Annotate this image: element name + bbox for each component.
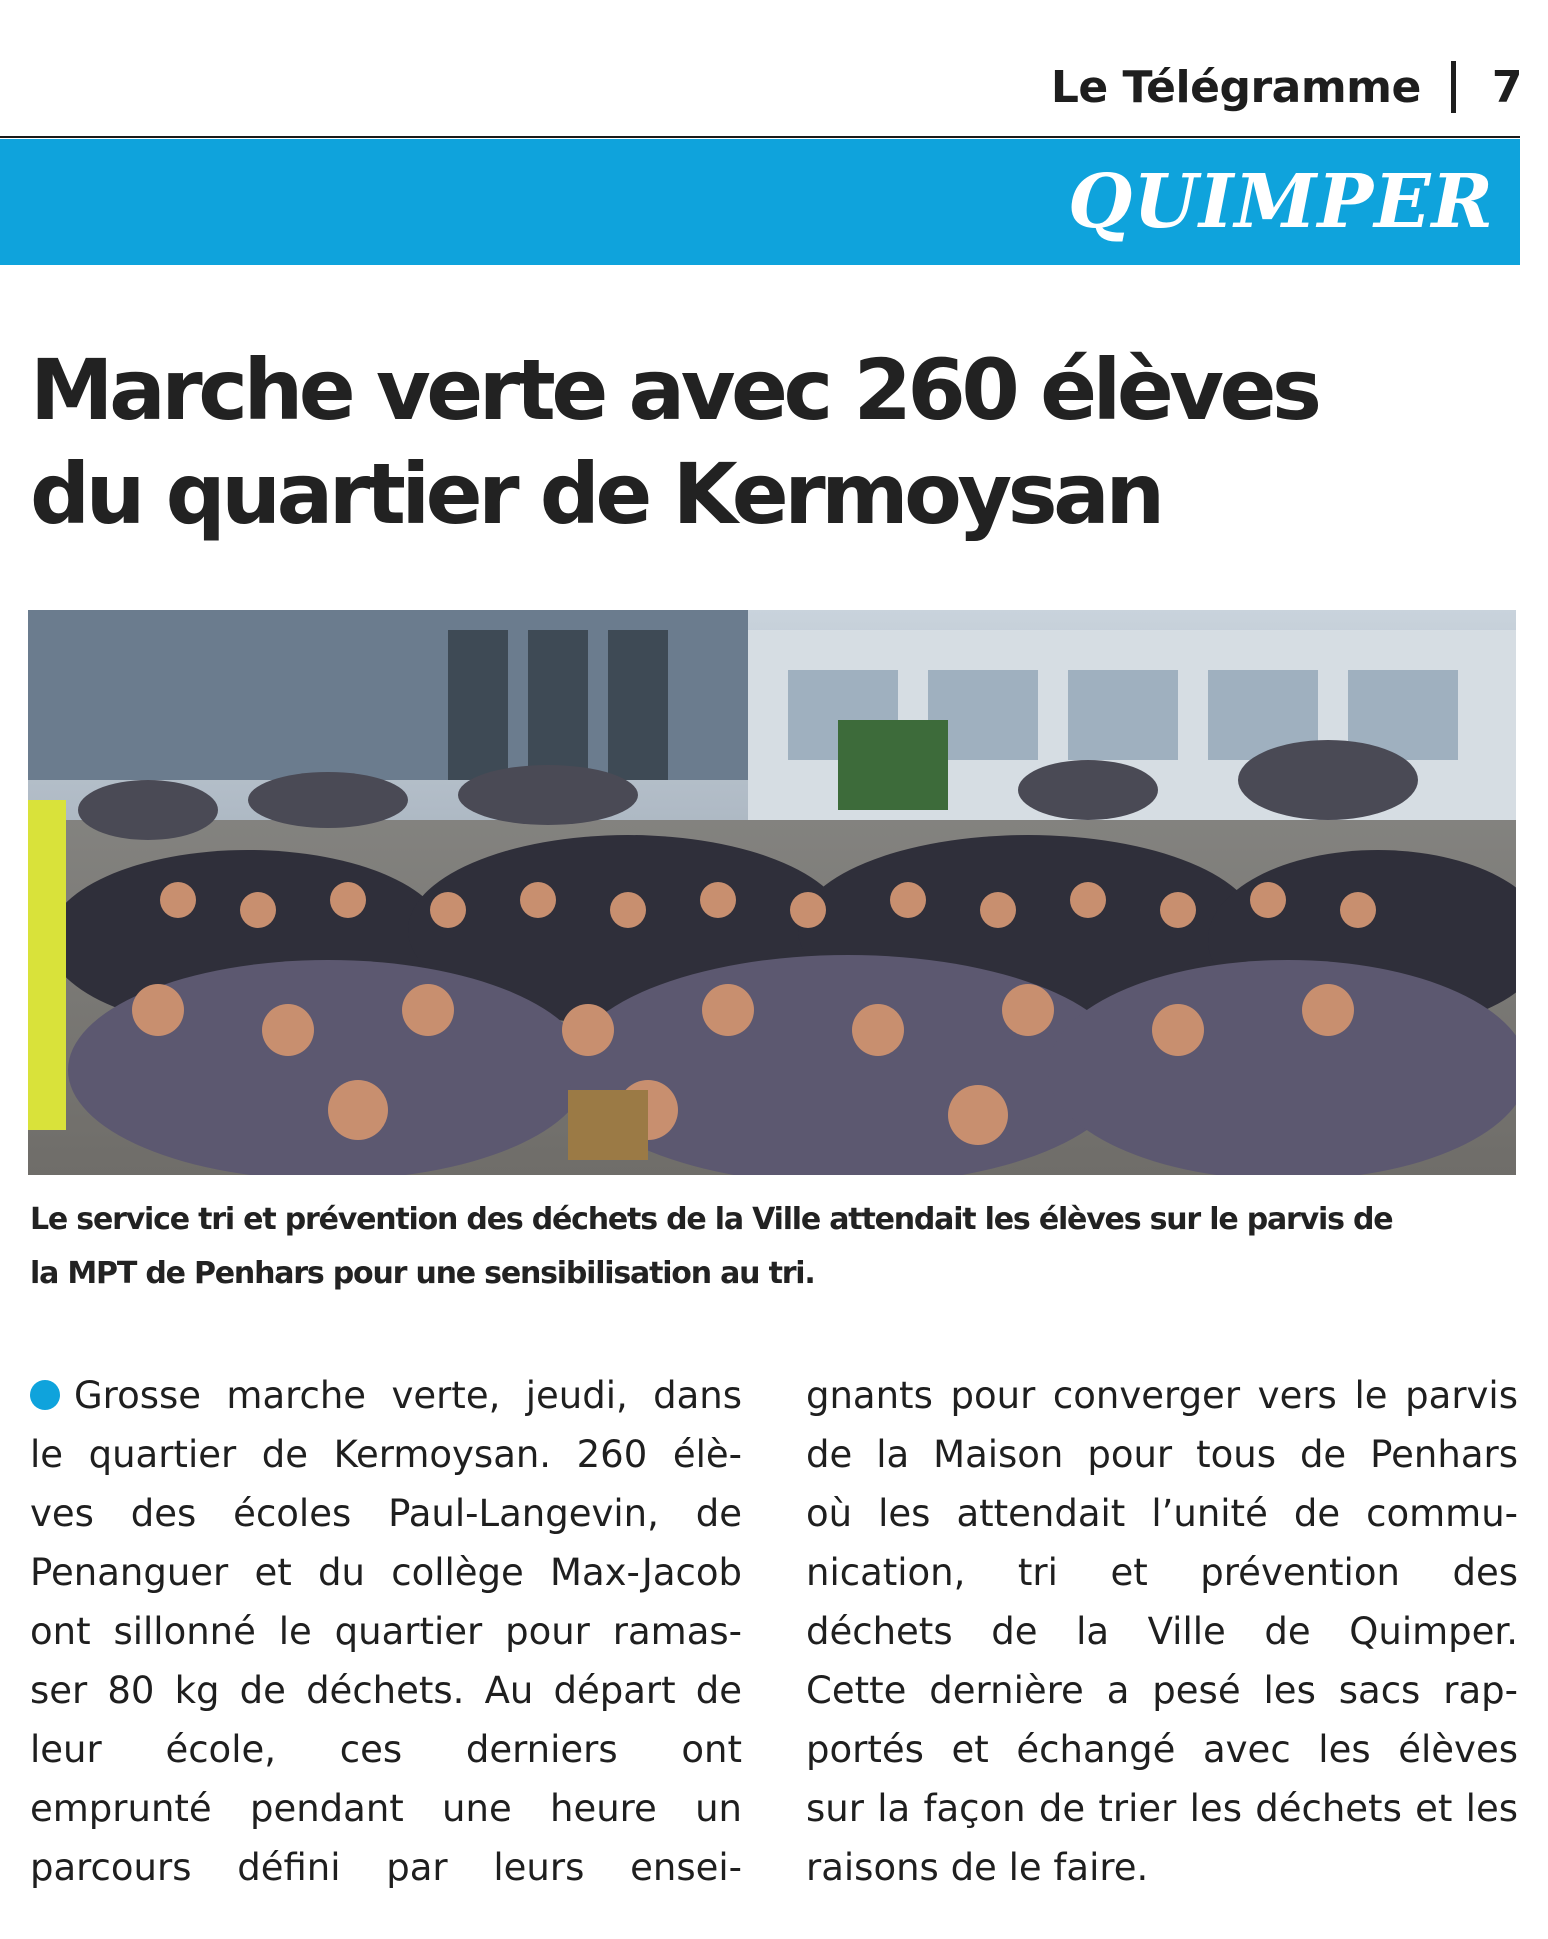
body-line: parcours défini par leurs ensei- <box>30 1846 742 1889</box>
body-line: Grosse marche verte, jeudi, dans <box>74 1374 742 1417</box>
masthead <box>1051 52 1522 122</box>
body-line: leur école, ces derniers ont <box>30 1728 742 1771</box>
page-number: 7 <box>1491 61 1522 113</box>
publication-name: Le Télégramme <box>1050 61 1421 113</box>
photo-caption <box>30 1193 1514 1301</box>
bullet-icon <box>30 1380 60 1410</box>
body-line: ont sillonné le quartier pour ramas- <box>30 1610 742 1653</box>
body-line: le quartier de Kermoysan. 260 élè- <box>30 1433 742 1476</box>
headline-line: Marche verte avec 260 élèves <box>30 341 1318 439</box>
article-column-2 <box>806 1366 1518 1897</box>
article-column-1 <box>30 1366 742 1897</box>
body-line: raisons de le faire. <box>806 1846 1149 1889</box>
body-line: Penanguer et du collège Max-Jacob <box>30 1551 742 1594</box>
article-photo <box>28 610 1516 1175</box>
masthead-separator <box>1451 61 1456 113</box>
body-line: déchets de la Ville de Quimper. <box>806 1610 1518 1653</box>
body-line: gnants pour converger vers le parvis <box>806 1374 1518 1417</box>
caption-line: la MPT de Penhars pour une sensibilisation au tri. <box>30 1256 815 1291</box>
body-line: emprunté pendant une heure un <box>30 1787 742 1830</box>
section-band <box>0 139 1520 265</box>
body-line: nication, tri et prévention des <box>806 1551 1518 1594</box>
caption-line: Le service tri et prévention des déchets de la Ville attendait les élèves sur le parvis de <box>30 1202 1393 1237</box>
body-line: portés et échangé avec les élèves <box>806 1728 1518 1771</box>
body-line: ser 80 kg de déchets. Au départ de <box>30 1669 742 1712</box>
header-rule <box>0 136 1520 138</box>
section-title: QUIMPER <box>1067 159 1494 245</box>
body-line: de la Maison pour tous de Penhars <box>806 1433 1518 1476</box>
crowd-photo-icon <box>28 610 1516 1175</box>
body-line: ves des écoles Paul-Langevin, de <box>30 1492 742 1535</box>
article-headline <box>30 338 1510 546</box>
headline-line: du quartier de Kermoysan <box>30 445 1161 543</box>
body-line: sur la façon de trier les déchets et les <box>806 1787 1518 1830</box>
body-line: Cette dernière a pesé les sacs rap- <box>806 1669 1518 1712</box>
body-line: où les attendait l’unité de commu- <box>806 1492 1518 1535</box>
